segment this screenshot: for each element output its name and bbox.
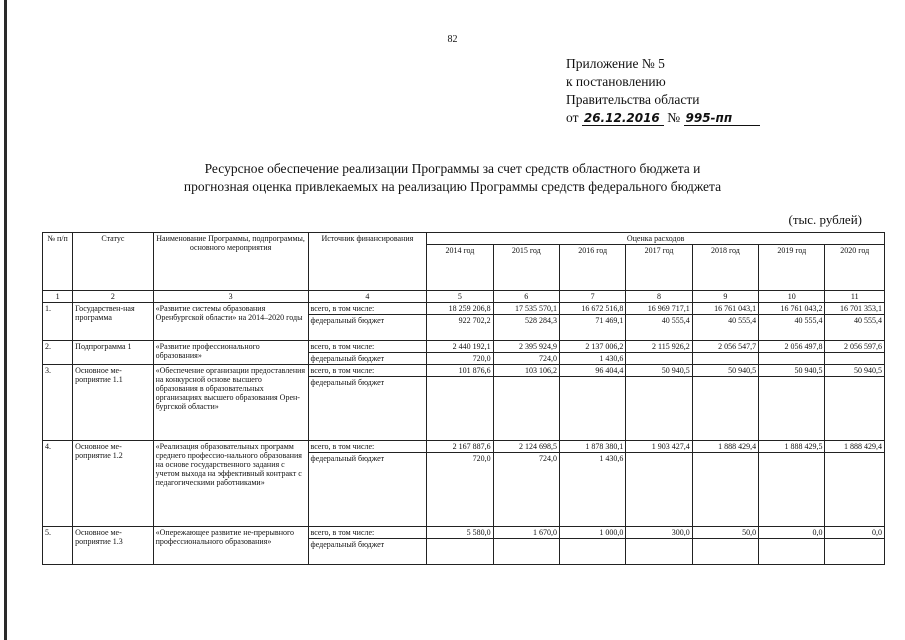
column-number: 5	[427, 291, 493, 303]
row-source: всего, в том числе:	[308, 303, 427, 315]
row-value	[559, 377, 625, 441]
row-value: 2 167 887,6	[427, 441, 493, 453]
approval-line-4	[566, 109, 760, 127]
document-title	[0, 160, 905, 196]
row-source: федеральный бюджет	[308, 453, 427, 527]
row-value	[759, 377, 825, 441]
row-value: 50,0	[692, 527, 758, 539]
row-value: 96 404,4	[559, 365, 625, 377]
row-value	[759, 539, 825, 565]
row-value: 2 056 497,8	[759, 341, 825, 353]
row-value: 2 056 597,6	[825, 341, 885, 353]
row-value: 16 969 717,1	[626, 303, 692, 315]
table-row	[43, 527, 885, 539]
row-number: 3.	[43, 365, 73, 441]
column-number: 7	[559, 291, 625, 303]
column-number: 9	[692, 291, 758, 303]
column-number: 2	[73, 291, 153, 303]
header-year: 2016 год	[559, 245, 625, 291]
row-status: Основное ме-роприятие 1.2	[73, 441, 153, 527]
row-value: 71 469,1	[559, 315, 625, 341]
row-value: 50 940,5	[626, 365, 692, 377]
column-number: 11	[825, 291, 885, 303]
row-value	[626, 539, 692, 565]
row-source: всего, в том числе:	[308, 341, 427, 353]
header-year: 2019 год	[759, 245, 825, 291]
row-value: 5 580,0	[427, 527, 493, 539]
row-source: федеральный бюджет	[308, 377, 427, 441]
row-value: 922 702,2	[427, 315, 493, 341]
row-value	[626, 353, 692, 365]
row-value: 40 555,4	[825, 315, 885, 341]
header-name: Наименование Программы, подпрограммы, основного мероприятия	[153, 233, 308, 291]
row-value: 40 555,4	[626, 315, 692, 341]
table-row	[43, 341, 885, 353]
page-number: 82	[447, 34, 458, 45]
approval-line-3: Правительства области	[566, 92, 700, 107]
row-value	[626, 377, 692, 441]
title-line-1: Ресурсное обеспечение реализации Программы за счет средств областного бюджета и	[204, 161, 701, 176]
row-value: 1 430,6	[559, 353, 625, 365]
row-value	[692, 539, 758, 565]
row-value: 720,0	[427, 453, 493, 527]
row-value	[692, 453, 758, 527]
row-value: 17 535 570,1	[493, 303, 559, 315]
row-status: Государствен-ная программа	[73, 303, 153, 341]
row-value: 2 056 547,7	[692, 341, 758, 353]
row-value: 1 888 429,4	[692, 441, 758, 453]
row-value: 1 878 380,1	[559, 441, 625, 453]
header-year: 2018 год	[692, 245, 758, 291]
row-value: 16 672 516,8	[559, 303, 625, 315]
approval-from-label: от	[566, 110, 579, 125]
column-number: 6	[493, 291, 559, 303]
row-value: 16 761 043,2	[759, 303, 825, 315]
row-value	[759, 353, 825, 365]
row-name: «Опережающее развитие не-прерывного профессионального образования»	[153, 527, 308, 565]
column-number: 8	[626, 291, 692, 303]
table-row	[43, 365, 885, 377]
units-label: (тыс. рублей)	[788, 212, 862, 227]
table-row	[43, 441, 885, 453]
row-name: «Реализация образовательных программ среднего профессио-нального образования на основе государственного задания с учетом выхода на эффективный контракт с педагогическими работниками»	[153, 441, 308, 527]
row-source: федеральный бюджет	[308, 539, 427, 565]
row-value: 2 137 006,2	[559, 341, 625, 353]
row-value: 724,0	[493, 353, 559, 365]
column-number: 1	[43, 291, 73, 303]
row-value	[626, 453, 692, 527]
row-value: 2 395 924,9	[493, 341, 559, 353]
row-value: 2 440 192,1	[427, 341, 493, 353]
row-value	[692, 377, 758, 441]
title-line-2: прогнозная оценка привлекаемых на реализацию Программы средств федерального бюджета	[183, 179, 722, 194]
header-year: 2020 год	[825, 245, 885, 291]
row-value	[427, 539, 493, 565]
column-number: 3	[153, 291, 308, 303]
row-value	[825, 539, 885, 565]
row-value: 40 555,4	[759, 315, 825, 341]
row-source: всего, в том числе:	[308, 365, 427, 377]
header-year: 2017 год	[626, 245, 692, 291]
row-status: Основное ме-роприятие 1.3	[73, 527, 153, 565]
row-name: «Развитие системы образования Оренбургской области» на 2014–2020 годы	[153, 303, 308, 341]
row-value: 1 888 429,4	[825, 441, 885, 453]
row-value: 16 701 353,1	[825, 303, 885, 315]
row-source: всего, в том числе:	[308, 441, 427, 453]
row-value: 16 761 043,1	[692, 303, 758, 315]
row-value	[559, 539, 625, 565]
row-value: 1 888 429,5	[759, 441, 825, 453]
approval-line-1: Приложение № 5	[566, 56, 665, 71]
header-status: Статус	[73, 233, 153, 291]
row-value: 0,0	[759, 527, 825, 539]
row-value	[825, 353, 885, 365]
row-value: 2 124 698,5	[493, 441, 559, 453]
row-value	[692, 353, 758, 365]
approval-block	[566, 55, 760, 127]
row-status: Основное ме-роприятие 1.1	[73, 365, 153, 441]
row-source: всего, в том числе:	[308, 527, 427, 539]
header-year: 2014 год	[427, 245, 493, 291]
row-value: 103 106,2	[493, 365, 559, 377]
header-year: 2015 год	[493, 245, 559, 291]
approval-line-2: к постановлению	[566, 74, 666, 89]
row-value	[493, 377, 559, 441]
row-value: 1 000,0	[559, 527, 625, 539]
row-value: 101 876,6	[427, 365, 493, 377]
row-value	[825, 377, 885, 441]
row-value: 2 115 926,2	[626, 341, 692, 353]
column-number: 10	[759, 291, 825, 303]
approval-date: 26.12.2016	[582, 111, 664, 126]
row-value: 528 284,3	[493, 315, 559, 341]
row-number: 1.	[43, 303, 73, 341]
row-status: Подпрограмма 1	[73, 341, 153, 365]
approval-number: 995-пп	[684, 111, 760, 126]
row-source: федеральный бюджет	[308, 353, 427, 365]
row-value: 50 940,5	[825, 365, 885, 377]
row-name: «Обеспечение организации предоставления на конкурсной основе высшего образования в образовательных организациях высшего образования Орен-бургской области»	[153, 365, 308, 441]
row-number: 5.	[43, 527, 73, 565]
row-value: 1 670,0	[493, 527, 559, 539]
header-source: Источник финансирования	[308, 233, 427, 291]
row-value	[493, 539, 559, 565]
row-value: 50 940,5	[759, 365, 825, 377]
row-name: «Развитие профессионального образования»	[153, 341, 308, 365]
header-expenses: Оценка расходов	[427, 233, 885, 245]
row-source: федеральный бюджет	[308, 315, 427, 341]
row-value: 1 430,6	[559, 453, 625, 527]
expenditure-table	[42, 232, 885, 565]
row-number: 4.	[43, 441, 73, 527]
row-value: 50 940,5	[692, 365, 758, 377]
row-number: 2.	[43, 341, 73, 365]
row-value	[825, 453, 885, 527]
header-num: № п/п	[43, 233, 73, 291]
row-value: 724,0	[493, 453, 559, 527]
row-value: 18 259 206,8	[427, 303, 493, 315]
row-value: 40 555,4	[692, 315, 758, 341]
row-value: 0,0	[825, 527, 885, 539]
table-row	[43, 303, 885, 315]
row-value: 1 903 427,4	[626, 441, 692, 453]
row-value: 720,0	[427, 353, 493, 365]
row-value: 300,0	[626, 527, 692, 539]
page-left-edge	[4, 0, 7, 640]
column-number: 4	[308, 291, 427, 303]
approval-number-label: №	[667, 110, 681, 125]
row-value	[427, 377, 493, 441]
row-value	[759, 453, 825, 527]
